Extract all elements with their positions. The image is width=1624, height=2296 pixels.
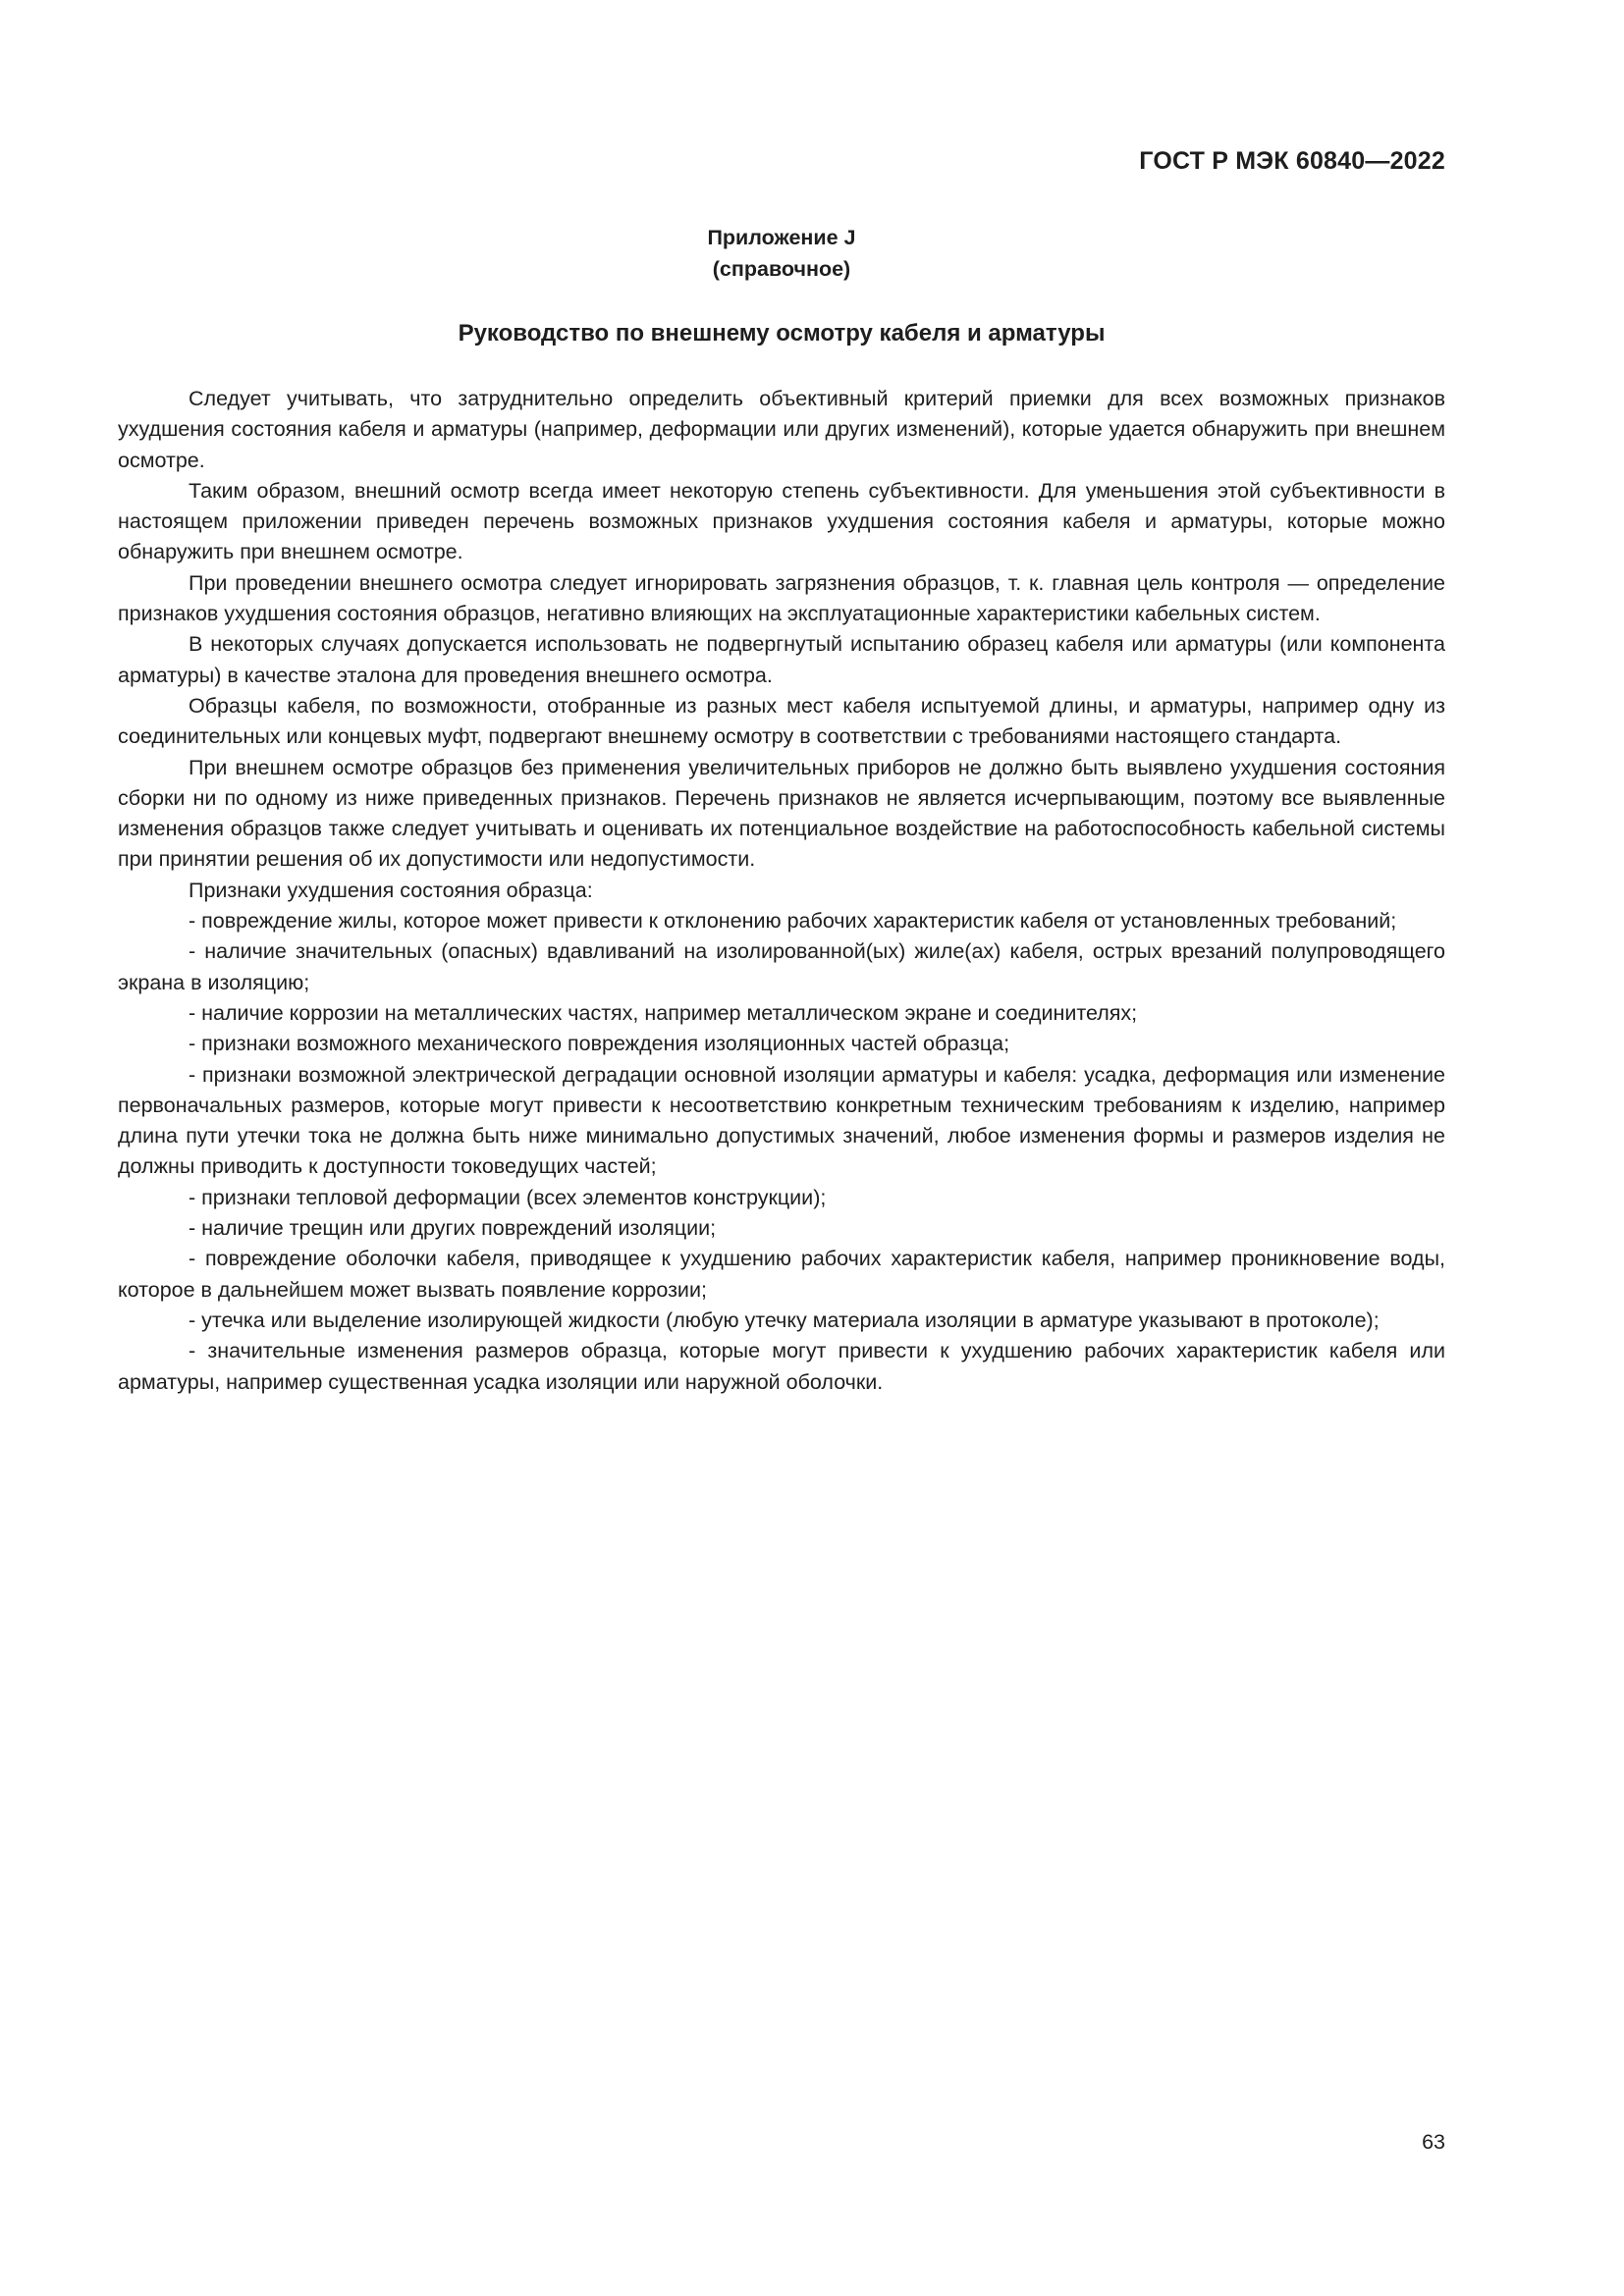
list-item: - наличие значительных (опасных) вдавливаний на изолированной(ых) жиле(ах) кабеля, острых врезаний полупроводящего экрана в изоляцию; — [118, 939, 1445, 994]
list-item: - наличие коррозии на металлических частях, например металлическом экране и соединителях; — [189, 1000, 1138, 1025]
list-item: - повреждение оболочки кабеля, приводящее к ухудшению рабочих характеристик кабеля, например проникновение воды, которое в дальнейшем может вызвать появление коррозии; — [118, 1247, 1445, 1302]
list-item: - значительные изменения размеров образца, которые могут привести к ухудшению рабочих характеристик кабеля или арматуры, например существенная усадка изоляции или наружной оболочки. — [118, 1339, 1445, 1394]
list-item: - признаки возможного механического повреждения изоляционных частей образца; — [189, 1032, 1010, 1056]
annex-body — [118, 384, 1445, 1398]
list-item: - признаки возможной электрической деградации основной изоляции арматуры и кабеля: усадка, деформация или изменение первоначальных размеров, которые могут привести к несоответствию конкретным техническим требованиям к изделию, например длина пути утечки тока не должна быть ниже минимально допустимых значений, любое изменения формы и размеров изделия не должны приводить к доступности токоведущих частей; — [118, 1062, 1445, 1179]
annex-label: Приложение J — [707, 226, 856, 249]
annex-kind: (справочное) — [712, 257, 851, 281]
document-standard-header: ГОСТ Р МЭК 60840—2022 — [1139, 147, 1445, 175]
page-number: 63 — [1422, 2130, 1445, 2154]
paragraph: Следует учитывать, что затруднительно определить объективный критерий приемки для всех возможных признаков ухудшения состояния кабеля и арматуры (например, деформации или других изменений), которые удается обнаружить при внешнем осмотре. — [118, 387, 1445, 472]
paragraph: В некоторых случаях допускается использовать не подвергнутый испытанию образец кабеля или арматуры (или компонента арматуры) в качестве эталона для проведения внешнего осмотра. — [118, 632, 1445, 687]
paragraph: Образцы кабеля, по возможности, отобранные из разных мест кабеля испытуемой длины, и арматуры, например одну из соединительных или концевых муфт, подвергают внешнему осмотру в соответствии с требованиями настоящего стандарта. — [118, 693, 1445, 749]
annex-title: Руководство по внешнему осмотру кабеля и арматуры — [458, 320, 1106, 347]
paragraph: Таким образом, внешний осмотр всегда имеет некоторую степень субъективности. Для уменьшения этой субъективности в настоящем приложении приведен перечень возможных признаков ухудшения состояния кабеля и арматуры, которые можно обнаружить при внешнем осмотре. — [118, 478, 1445, 564]
list-item: - утечка или выделение изолирующей жидкости (любую утечку материала изоляции в арматуре указывают в протоколе); — [189, 1308, 1380, 1332]
list-intro: Признаки ухудшения состояния образца: — [189, 878, 593, 902]
list-item: - наличие трещин или других повреждений изоляции; — [189, 1216, 717, 1241]
list-item: - повреждение жилы, которое может привести к отклонению рабочих характеристик кабеля от установленных требований; — [189, 909, 1397, 934]
list-item: - признаки тепловой деформации (всех элементов конструкции); — [189, 1185, 827, 1209]
paragraph: При внешнем осмотре образцов без применения увеличительных приборов не должно быть выявлено ухудшения состояния сборки ни по одному из ниже приведенных признаков. Перечень признаков не является исчерпывающим, поэтому все выявленные изменения образцов также следует учитывать и оценивать их потенциальное воздействие на работоспособность кабельной системы при принятии решения об их допустимости или недопустимости. — [118, 755, 1445, 872]
paragraph: При проведении внешнего осмотра следует игнорировать загрязнения образцов, т. к. главная цель контроля — определение признаков ухудшения состояния образцов, негативно влияющих на эксплуатационные характеристики кабельных систем. — [118, 570, 1445, 626]
